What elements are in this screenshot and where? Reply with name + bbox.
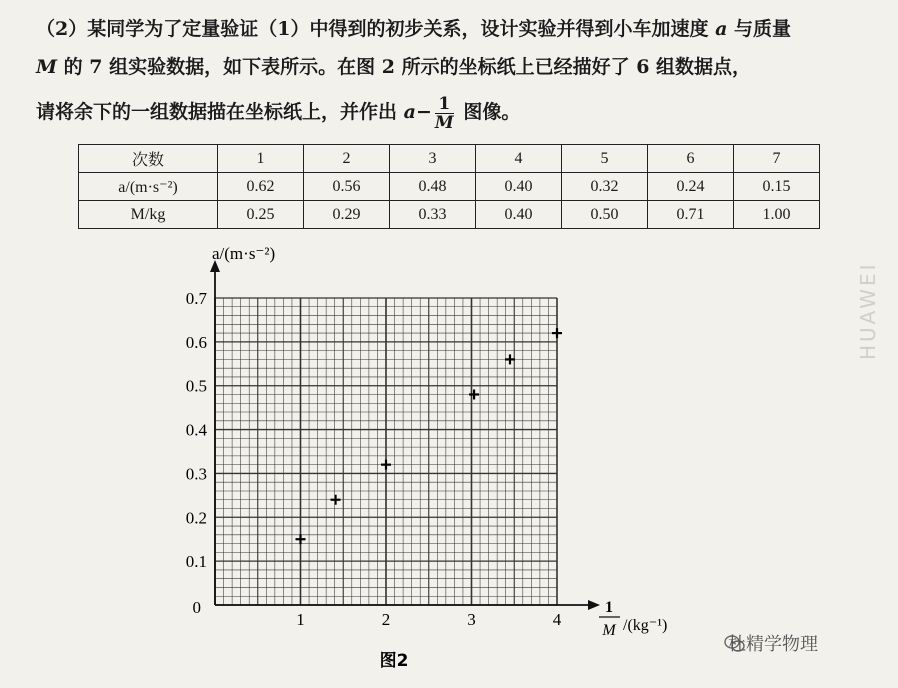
- trial-cell: 1: [218, 145, 304, 173]
- y-axis-label: a/(m·s⁻²): [212, 244, 276, 263]
- header-a-label: a/(m·s⁻²): [79, 173, 218, 201]
- chart-labels: [212, 244, 667, 671]
- camera-watermark: HUAWEI: [856, 261, 880, 360]
- watermark-text: 杜精学物理: [728, 634, 818, 655]
- data-point: [552, 328, 562, 338]
- trial-cell: 6: [648, 145, 734, 173]
- header-M-label: M/kg: [79, 201, 218, 229]
- x-tick-label: 3: [467, 610, 476, 629]
- x-tick-label: 2: [381, 610, 391, 629]
- origin-label: 0: [192, 598, 201, 617]
- chart-grid: [215, 298, 557, 605]
- fraction-1-over-M: $\frac{1}{M}$: [434, 93, 454, 133]
- figure-caption: 图2: [379, 651, 409, 671]
- M-value-cell: 0.71: [648, 201, 734, 229]
- data-point: [469, 389, 479, 399]
- question-line-3: 请将余下的一组数据描在坐标纸上，并作出 a− $\frac{1}{M}$ 图像。: [36, 93, 521, 133]
- trial-cell: 3: [390, 145, 476, 173]
- y-tick-label: 0.1: [185, 552, 207, 572]
- M-value-cell: 0.29: [304, 201, 390, 229]
- y-tick-label: 0.5: [185, 376, 207, 396]
- var-a-2: a: [403, 101, 416, 123]
- M-value-cell: 1.00: [734, 201, 820, 229]
- trial-cell: 7: [734, 145, 820, 173]
- header-trial-label: 次数: [79, 145, 218, 173]
- trial-cell: 4: [476, 145, 562, 173]
- chart-ticks: [186, 289, 562, 629]
- a-value-cell: 0.62: [218, 173, 304, 201]
- data-point: [331, 495, 341, 505]
- y-tick-label: 0.6: [185, 332, 207, 352]
- x-tick-label: 4: [552, 610, 562, 629]
- y-tick-label: 0.3: [185, 464, 207, 484]
- M-value-cell: 0.25: [218, 201, 304, 229]
- x-axis-arrow: [588, 600, 600, 610]
- a-value-cell: 0.40: [476, 173, 562, 201]
- data-point: [296, 534, 306, 544]
- var-M: M: [36, 56, 58, 78]
- x-axis-label-numerator: 1: [605, 599, 613, 616]
- data-point: [505, 354, 515, 364]
- M-value-cell: 0.40: [476, 201, 562, 229]
- x-axis-label-denominator: M: [602, 622, 616, 639]
- a-value-cell: 0.32: [562, 173, 648, 201]
- chart-axes: [210, 260, 600, 610]
- data-point: [381, 460, 391, 470]
- trial-cell: 2: [304, 145, 390, 173]
- a-value-cell: 0.15: [734, 173, 820, 201]
- dash: −: [415, 101, 432, 123]
- a-value-cell: 0.24: [648, 173, 734, 201]
- x-tick-label: 1: [296, 610, 305, 629]
- y-tick-label: 0.2: [185, 508, 207, 528]
- a-value-cell: 0.48: [390, 173, 476, 201]
- y-tick-label: 0.7: [185, 289, 207, 308]
- trial-cell: 5: [562, 145, 648, 173]
- M-value-cell: 0.50: [562, 201, 648, 229]
- y-tick-label: 0.4: [185, 420, 207, 440]
- M-value-cell: 0.33: [390, 201, 476, 229]
- var-a: a: [715, 18, 728, 40]
- question-line-2: M 的 7 组实验数据，如下表所示。在图 2 所示的坐标纸上已经描好了 6 组数据点，: [36, 56, 752, 78]
- a-value-cell: 0.56: [304, 173, 390, 201]
- question-line-1: （2）某同学为了定量验证（1）中得到的初步关系，设计实验并得到小车加速度 a 与质量: [36, 18, 792, 40]
- x-axis-label-unit: /(kg⁻¹): [623, 617, 668, 634]
